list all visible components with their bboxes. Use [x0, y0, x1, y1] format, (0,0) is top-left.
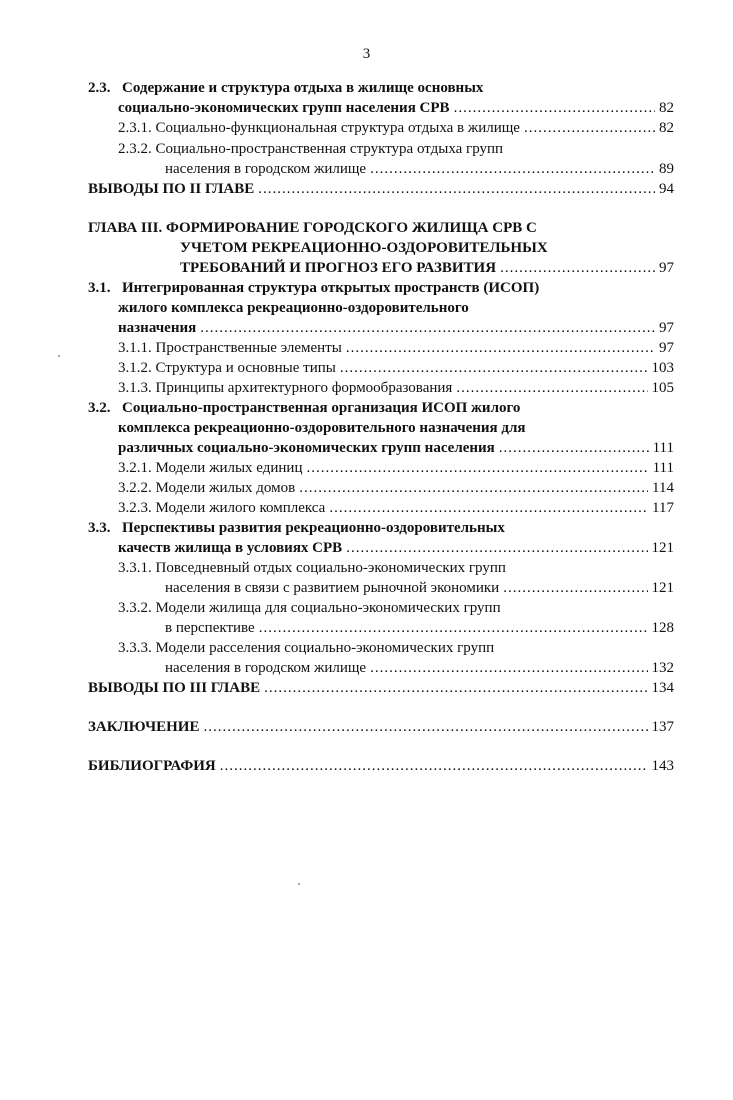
dot-leader	[340, 358, 648, 379]
toc-entry-3-1-1[interactable]	[118, 338, 674, 359]
dot-leader	[503, 578, 647, 599]
toc-entry-conclusions-3[interactable]	[88, 678, 674, 699]
dot-leader	[524, 118, 655, 139]
toc-entry-2-3-2[interactable]	[165, 159, 674, 180]
toc-entry-label: населения в городском жилище	[165, 660, 367, 676]
page-ref: 117	[652, 500, 674, 516]
toc-entry-label: 3.1.3. Принципы архитектурного формообразования	[118, 380, 453, 396]
toc-entry-2-3-line1: Содержание и структура отдыха в жилище основных	[122, 80, 484, 96]
dot-leader	[499, 438, 649, 459]
page-ref: 97	[659, 260, 674, 276]
chapter-3-line3: ТРЕБОВАНИЙ И ПРОГНОЗ ЕГО РАЗВИТИЯ	[180, 260, 497, 276]
dot-leader	[307, 458, 649, 479]
page-ref: 111	[652, 440, 674, 456]
page-ref: 111	[652, 460, 674, 476]
toc-entry-3-3-1[interactable]	[165, 578, 674, 599]
dot-leader	[264, 678, 647, 699]
toc-entry-label: населения в связи с развитием рыночной экономики	[165, 580, 500, 596]
toc-entry-3-2-3[interactable]	[118, 498, 674, 519]
toc-entry-bibliography[interactable]	[88, 756, 674, 777]
toc-entry-conclusion[interactable]	[88, 717, 674, 738]
toc-entry-label: в перспективе	[165, 620, 255, 636]
dot-leader	[220, 756, 648, 777]
toc-entry-2-3-1[interactable]	[118, 118, 674, 139]
page-ref: 82	[659, 100, 674, 116]
dot-leader	[370, 159, 655, 180]
page-number: 3	[362, 46, 371, 62]
page-ref: 143	[651, 758, 674, 774]
toc-entry-3-2[interactable]	[118, 438, 674, 459]
toc-entry-label: 3.2.1. Модели жилых единиц	[118, 460, 303, 476]
toc-entry-3-3-3[interactable]	[165, 658, 674, 679]
page-ref: 134	[651, 680, 674, 696]
page-ref: 97	[659, 340, 674, 356]
toc-entry-3-2-1[interactable]	[118, 458, 674, 479]
toc-entry-3-3-2-line1: 3.3.2. Модели жилища для социально-экономических групп	[118, 600, 501, 616]
toc-entry-label: 3.1.1. Пространственные элементы	[118, 340, 342, 356]
toc-entry-3-2-line1: Социально-пространственная организация ИСОП жилого	[122, 400, 521, 416]
toc-entry-3-3-1-line1: 3.3.1. Повседневный отдых социально-экономических групп	[118, 560, 506, 576]
toc-entry-3-2-2[interactable]	[118, 478, 674, 499]
toc-number-2-3: 2.3.	[88, 80, 111, 96]
dot-leader	[370, 658, 647, 679]
toc-entry-label: 3.2.3. Модели жилого комплекса	[118, 500, 326, 516]
chapter-3-line1: ГЛАВА III. ФОРМИРОВАНИЕ ГОРОДСКОГО ЖИЛИЩА СРВ С	[88, 220, 537, 236]
toc-entry-3-2-line3: различных социально-экономических групп населения	[118, 440, 495, 456]
dot-leader	[259, 618, 648, 639]
toc-entry-label: 3.1.2. Структура и основные типы	[118, 360, 336, 376]
toc-entry-3-1-2[interactable]	[118, 358, 674, 379]
dot-leader	[329, 498, 648, 519]
toc-entry-2-3-2-line1: 2.3.2. Социально-пространственная структура отдыха групп	[118, 141, 504, 157]
dot-leader	[346, 338, 655, 359]
page-ref: 121	[651, 540, 674, 556]
dot-leader	[454, 98, 655, 119]
toc-number-3-3: 3.3.	[88, 520, 111, 536]
toc-entry-label: ВЫВОДЫ ПО III ГЛАВЕ	[88, 680, 261, 696]
toc-entry-2-3-line2: социально-экономических групп населения СРВ	[118, 100, 450, 116]
toc-entry-3-1-3[interactable]	[118, 378, 674, 399]
page-ref: 121	[651, 580, 674, 596]
toc-entry-3-1-line1: Интегрированная структура открытых пространств (ИСОП)	[122, 280, 540, 296]
toc-entry-3-1-line2: жилого комплекса рекреационно-оздоровительного	[118, 300, 469, 316]
page-ref: 89	[659, 161, 674, 177]
page-ref: 137	[651, 719, 674, 735]
toc-entry-label: ВЫВОДЫ ПО II ГЛАВЕ	[88, 181, 255, 197]
toc-entry-3-3-3-line1: 3.3.3. Модели расселения социально-экономических групп	[118, 640, 495, 656]
page-ref: 94	[659, 181, 674, 197]
toc-entry-conclusions-2[interactable]	[88, 179, 674, 200]
toc-entry-label: 2.3.1. Социально-функциональная структура отдыха в жилище	[118, 120, 520, 136]
toc-number-3-1: 3.1.	[88, 280, 111, 296]
toc-entry-chapter-3[interactable]	[180, 258, 674, 279]
toc-number-3-2: 3.2.	[88, 400, 111, 416]
page-ref: 114	[652, 480, 674, 496]
dot-leader	[346, 538, 647, 559]
page-ref: 82	[659, 120, 674, 136]
dot-leader	[258, 179, 655, 200]
toc-entry-3-2-line2: комплекса рекреационно-оздоровительного назначения для	[118, 420, 526, 436]
toc-entry-3-3-line2: качеств жилища в условиях СРВ	[118, 540, 343, 556]
dot-leader	[203, 717, 647, 738]
toc-entry-3-1-line3: назначения	[118, 320, 197, 336]
toc-entry-3-3[interactable]	[118, 538, 674, 559]
chapter-3-line2: УЧЕТОМ РЕКРЕАЦИОННО-ОЗДОРОВИТЕЛЬНЫХ	[180, 240, 548, 256]
toc-entry-3-3-line1: Перспективы развития рекреационно-оздоровительных	[122, 520, 505, 536]
page-ref: 97	[659, 320, 674, 336]
dot-leader	[299, 478, 648, 499]
toc-entry-3-3-2[interactable]	[165, 618, 674, 639]
toc-entry-label: населения в городском жилище	[165, 161, 367, 177]
dot-leader	[500, 258, 655, 279]
page-ref: 103	[651, 360, 674, 376]
dot-leader	[456, 378, 647, 399]
toc-entry-label: БИБЛИОГРАФИЯ	[88, 758, 216, 774]
toc-entry-label: 3.2.2. Модели жилых домов	[118, 480, 296, 496]
page-ref: 132	[651, 660, 674, 676]
page-ref: 128	[651, 620, 674, 636]
scan-speck	[58, 355, 60, 357]
dot-leader	[200, 318, 655, 339]
page-ref: 105	[651, 380, 674, 396]
toc-entry-2-3[interactable]	[118, 98, 674, 119]
toc-entry-3-1[interactable]	[118, 318, 674, 339]
scan-speck	[298, 883, 300, 885]
toc-entry-label: ЗАКЛЮЧЕНИЕ	[88, 719, 200, 735]
